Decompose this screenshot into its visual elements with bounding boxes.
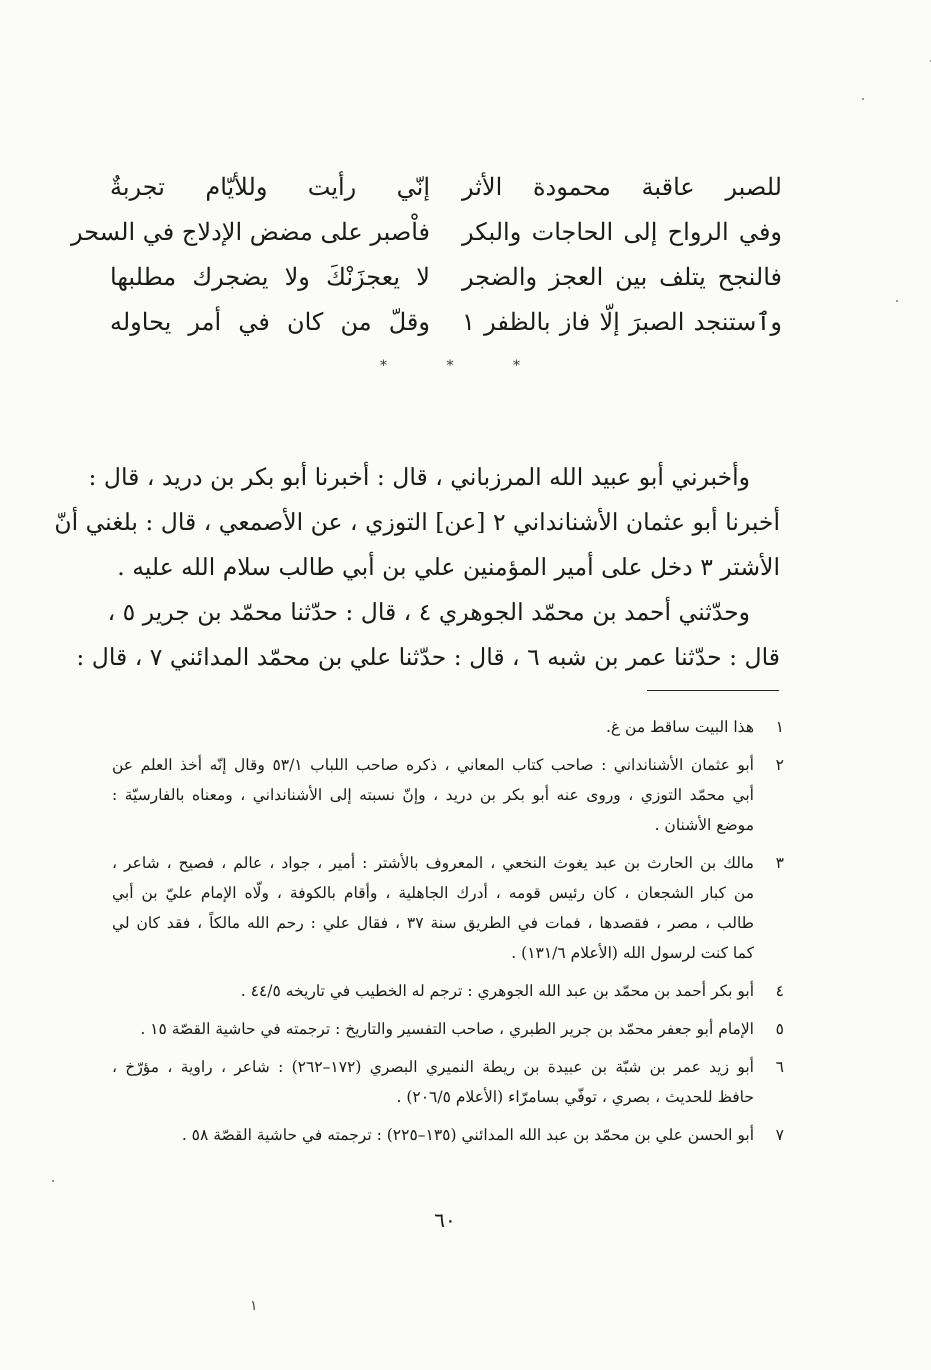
section-separator	[380, 358, 520, 374]
footnote-line: كما كنت لرسول الله (الأعلام ١٣١/٦) .	[511, 944, 754, 962]
verse-hemistich-right: إنّي رأيت وللأيّام تجربةٌ	[110, 173, 430, 201]
footnote	[112, 750, 784, 840]
footnote-line: أبي محمّد التوزي ، وروى عنه أبو بكر بن دريد ، وإنّ نسبته إلى الأشنانداني ، ومعناه بالفارسيّة :	[112, 786, 754, 804]
verse-hemistich-left: وفي الرواح إلى الحاجات والبكر	[462, 218, 782, 246]
verse-hemistich-left: للصبر عاقبة محمودة الأثر	[462, 173, 782, 201]
paragraph-line: قال : حدّثنا عمر بن شبه ٦ ، قال : حدّثنا علي بن محمّد المدائني ٧ ، قال :	[76, 643, 780, 671]
footnote	[112, 712, 784, 742]
verse-hemistich-right: وقلّ من كان في أمر يحاوله	[110, 308, 430, 336]
footnote	[112, 848, 784, 968]
prose-text	[54, 455, 780, 680]
speck	[862, 98, 864, 100]
verse-hemistich-right: فاْصبر على مضض الإدلاج في السحر	[71, 218, 430, 246]
paragraph	[76, 590, 780, 680]
footnote-number: ٦	[775, 1058, 784, 1076]
verse-hemistich-left: وٱستنجد الصبرَ إلّا فاز بالظفر ١	[462, 308, 782, 336]
footnote-line: طالب ، مصر ، فقصدها ، فمات في الطريق سنة ٣٧ ، فقال علي : رحم الله مالكاً ، فقد كان لي	[112, 914, 755, 932]
poem-verse	[71, 210, 782, 255]
footnote	[112, 1120, 784, 1150]
verse-hemistich-left: فالنجح يتلف بين العجز والضجر	[462, 263, 782, 291]
paragraph-line: وحدّثني أحمد بن محمّد الجوهري ٤ ، قال : حدّثنا محمّد بن جرير ٥ ،	[107, 598, 750, 626]
footnote-number: ٥	[775, 1020, 784, 1038]
footnote	[112, 1052, 784, 1112]
paragraph	[54, 455, 780, 590]
poem	[71, 165, 782, 345]
paragraph-line: أخبرنا أبو عثمان الأشنانداني ٢ [عن] التوزي ، عن الأصمعي ، قال : بلغني أنّ	[54, 508, 780, 536]
paragraph-line: وأخبرني أبو عبيد الله المرزباني ، قال : أخبرنا أبو بكر بن دريد ، قال :	[88, 463, 750, 491]
footnote-number: ٢	[775, 756, 784, 774]
footnotes	[112, 712, 784, 1158]
page-number: ٦٠	[434, 1208, 456, 1232]
poem-verse	[110, 165, 782, 210]
separator-star: *	[380, 358, 387, 374]
footnote-line: أبو زيد عمر بن شبّة بن عبيدة بن ريطة النميري البصري (١٧٢–٢٦٢) : شاعر ، راوية ، مؤرّخ ،	[112, 1058, 754, 1076]
paragraph-line: الأشتر ٣ دخل على أمير المؤمنين علي بن أبي طالب سلام الله عليه .	[117, 553, 780, 581]
poem-verse	[110, 255, 782, 300]
footnote-line: من كبار الشجعان ، كان رئيس قومه ، أدرك الجاهلية ، وأقام بالكوفة ، ولّاه الإمام عليّ بن أبي	[112, 884, 754, 902]
footnote	[112, 1014, 784, 1044]
footnote	[112, 976, 784, 1006]
footnote-number: ٣	[775, 854, 784, 872]
footnote-line: أبو الحسن علي بن محمّد بن عبد الله المدائني (١٣٥–٢٢٥) : ترجمته في حاشية القصّة ٥٨ .	[181, 1126, 754, 1144]
footnote-line: أبو بكر أحمد بن محمّد بن عبد الله الجوهري : ترجم له الخطيب في تاريخه ٤٤/٥ .	[240, 982, 754, 1000]
speck	[52, 1180, 54, 1182]
footnote-number: ٧	[775, 1126, 784, 1144]
footnote-number: ١	[775, 718, 784, 736]
speck	[896, 300, 898, 302]
bottom-mark: ١	[250, 1298, 258, 1314]
footnote-line: أبو عثمان الأشنانداني : صاحب كتاب المعاني ، ذكره صاحب اللباب ٥٣/١ وقال إنّه أخذ العلم عن	[112, 756, 754, 774]
footnote-line: حافظ للحديث ، بصري ، توفّي بسامرّاء (الأعلام ٢٠٦/٥) .	[396, 1088, 754, 1106]
footnote-line: هذا البيت ساقط من غ.	[605, 718, 754, 736]
footnote-line: مالك بن الحارث بن عبد يغوث النخعي ، المعروف بالأشتر : أمير ، جواد ، عالم ، فصيح ، شاعر ،	[112, 854, 754, 872]
verse-hemistich-right: لا يعجزَنْكَ ولا يضجرك مطلبها	[110, 263, 430, 291]
footnote-line: الإمام أبو جعفر محمّد بن جرير الطبري ، صاحب التفسير والتاريخ : ترجمته في حاشية القصّة ١٥ .	[140, 1020, 754, 1038]
footnote-line: موضع الأشنان .	[654, 816, 754, 834]
footnote-separator-rule	[647, 690, 779, 691]
poem-verse	[110, 300, 782, 345]
separator-star: *	[446, 358, 454, 374]
separator-star: *	[513, 358, 520, 374]
footnote-number: ٤	[775, 982, 784, 1000]
